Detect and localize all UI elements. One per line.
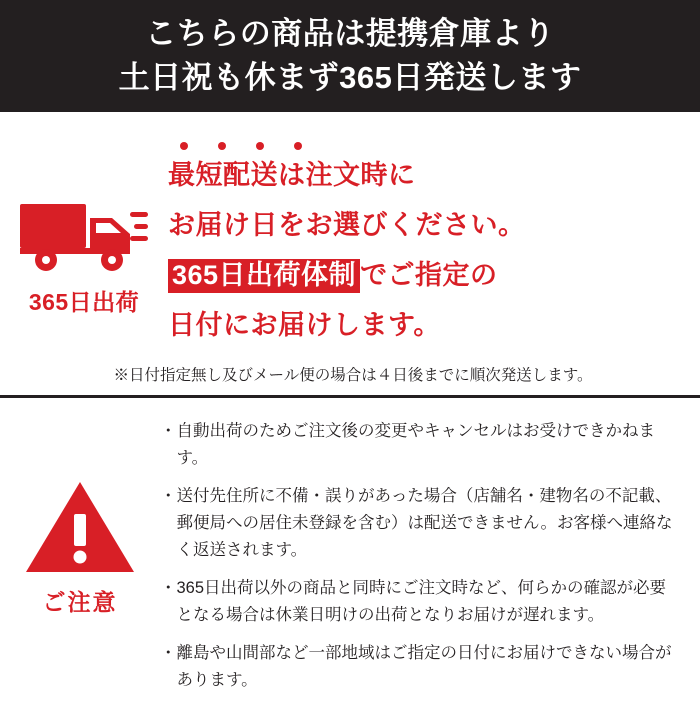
shipping-message-line-3 (168, 250, 686, 300)
caution-section (0, 398, 700, 705)
caution-notes-list (160, 412, 700, 705)
shipping-message-column (168, 118, 700, 361)
list-bullet: ・ (160, 579, 177, 597)
emphasis-dots (174, 136, 686, 150)
shipping-note: ※日付指定無し及びメール便の場合は４日後までに順次発送します。 (113, 367, 593, 384)
warning-triangle-icon (24, 478, 136, 576)
shipping-section (0, 112, 700, 398)
list-item-text: 送付先住所に不備・誤りがあった場合（店舗名・建物名の不記載、郵便局への居住未登録を含む）は配送できません。お客様へ連絡なく返送されます。 (176, 487, 673, 559)
truck-column (0, 118, 168, 361)
list-item (160, 418, 682, 472)
caution-column (0, 412, 160, 705)
delivery-truck-icon (18, 190, 150, 278)
shipping-message-line-3-rest: でご指定の (360, 259, 498, 290)
list-bullet: ・ (160, 422, 177, 440)
shipping-message-line-2: お届け日をお選びください。 (168, 209, 526, 240)
emphasis-dot (180, 142, 188, 150)
emphasis-dot (218, 142, 226, 150)
header-line-1: こちらの商品は提携倉庫より (145, 16, 555, 51)
caution-label: ご注意 (42, 589, 118, 615)
shipping-message-line-4: 日付にお届けします。 (168, 309, 441, 340)
header-line-2: 土日祝も休まず365日発送します (118, 60, 582, 95)
shipping-section-main (0, 118, 700, 361)
list-item (160, 640, 682, 694)
shipping-highlight: 365日出荷体制 (168, 259, 360, 293)
list-item-text: 離島や山間部など一部地域はご指定の日付にお届けできない場合があります。 (176, 644, 672, 689)
list-item (160, 483, 682, 564)
list-item-text: 自動出荷のためご注文後の変更やキャンセルはお受けできかねます。 (176, 422, 655, 467)
list-item (160, 575, 682, 629)
shipping-message-line-1: 最短配送は注文時に (168, 159, 416, 190)
banner-header (0, 0, 700, 112)
list-bullet: ・ (160, 487, 177, 505)
truck-label: 365日出荷 (28, 289, 140, 315)
list-item-text: 365日出荷以外の商品と同時にご注文時など、何らかの確認が必要となる場合は休業日明けの出荷となりお届けが遅れます。 (176, 579, 667, 624)
emphasis-dot (294, 142, 302, 150)
emphasis-dot (256, 142, 264, 150)
list-bullet: ・ (160, 644, 177, 662)
